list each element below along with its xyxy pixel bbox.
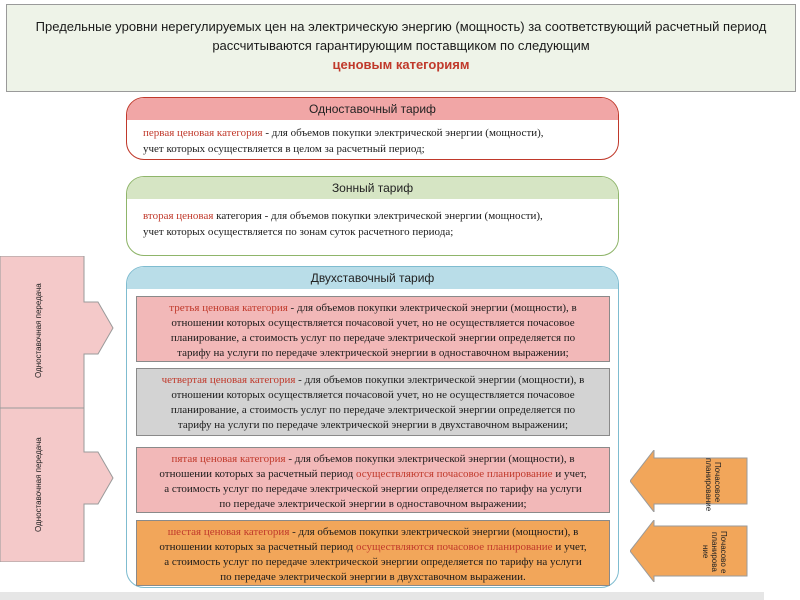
fifth-category-line-2 xyxy=(143,467,603,482)
fifth-category-label: пятая ценовая категория xyxy=(171,453,286,465)
sixth-category-box xyxy=(136,520,610,586)
left-arrow-top xyxy=(0,256,114,408)
third-category-line-1: - для объемов покупки электрической энергии (мощности), в xyxy=(287,302,577,314)
sixth-category-line-4: по передаче электрической энергии в двухставочном выражении. xyxy=(220,571,526,583)
zonal-tariff-box xyxy=(126,176,619,256)
fourth-category-line-2: отношении которых осуществляется почасовой учет, но не осуществляется почасовое xyxy=(171,389,575,401)
right-arrow-top xyxy=(630,450,748,512)
right-arrow-bottom-label: Почасово е планирова ние xyxy=(701,530,728,574)
single-rate-tariff-title: Одноставочный тариф xyxy=(127,98,618,120)
header-banner xyxy=(6,4,796,92)
single-rate-tariff-box xyxy=(126,97,619,160)
left-arrow-bottom xyxy=(0,408,114,562)
fifth-category-line-2c: и учет, xyxy=(552,468,587,480)
bottom-strip xyxy=(0,592,764,600)
header-line-3: ценовым категориям xyxy=(332,57,470,72)
header-line-2: рассчитываются гарантирующим поставщиком по следующим xyxy=(212,38,590,53)
sixth-category-hourly-planning: осуществляются почасовое планирование xyxy=(356,541,553,553)
fifth-category-line-3: а стоимость услуг по передаче электрической энергии определяется по тарифу на услуги xyxy=(164,483,582,495)
single-rate-tariff-description xyxy=(127,120,618,157)
third-category-line-2: отношении которых осуществляется почасовой учет, но не осуществляется почасовое xyxy=(171,317,575,329)
left-arrow-bottom-shape xyxy=(0,408,113,562)
left-arrow-bottom-label: Одноставочная передача xyxy=(34,437,43,533)
fourth-category-box xyxy=(136,368,610,436)
zonal-tariff-title: Зонный тариф xyxy=(127,177,618,199)
third-category-line-4: тарифу на услуги по передаче электрической энергии в одноставочном выражении; xyxy=(177,347,569,359)
left-arrow-top-label: Одноставочная передача xyxy=(34,283,43,379)
first-category-text-1: - для объемов покупки электрической энергии (мощности), xyxy=(262,127,544,139)
first-category-label: первая ценовая категория xyxy=(143,127,263,139)
sixth-category-line-2 xyxy=(143,540,603,555)
zonal-tariff-description xyxy=(127,199,618,240)
fourth-category-line-4: тарифу на услуги по передаче электрической энергии в двухставочном выражении; xyxy=(177,419,569,431)
sixth-category-line-2a: отношении которых за расчетный период xyxy=(159,541,357,553)
first-category-text-2: учет которых осуществляется в целом за расчетный период; xyxy=(143,143,425,155)
left-arrow-top-shape xyxy=(0,256,113,408)
right-arrow-top-shape xyxy=(630,450,747,512)
fifth-category-line-1: - для объемов покупки электрической энергии (мощности), в xyxy=(285,453,575,465)
third-category-label: третья ценовая категория xyxy=(169,302,288,314)
fourth-category-label: четвертая ценовая категория xyxy=(161,374,296,386)
fourth-category-line-3: планирование, а стоимость услуг по передаче электрической энергии определяется по xyxy=(170,404,576,416)
second-category-text-2: учет которых осуществляется по зонам суток расчетного периода; xyxy=(143,226,454,238)
fifth-category-line-4: по передаче электрической энергии в одноставочном выражении; xyxy=(219,498,527,510)
header-line-1: Предельные уровни нерегулируемых цен на электрическую энергию (мощность) за соответствующий расчетный период xyxy=(35,19,767,34)
fourth-category-line-1: - для объемов покупки электрической энергии (мощности), в xyxy=(295,374,585,386)
third-category-line-3: планирование, а стоимость услуг по передаче электрической энергии определяется по xyxy=(170,332,576,344)
two-rate-tariff-title: Двухставочный тариф xyxy=(127,267,618,289)
fifth-category-box xyxy=(136,447,610,513)
sixth-category-line-2c: и учет, xyxy=(552,541,587,553)
right-arrow-top-label: Почасовое планирование xyxy=(704,458,722,512)
second-category-label: вторая ценовая xyxy=(143,210,214,222)
third-category-box xyxy=(136,296,610,362)
sixth-category-label: шестая ценовая категория xyxy=(167,526,290,538)
fifth-category-line-2a: отношении которых за расчетный период xyxy=(159,468,357,480)
second-category-text-1: категория - для объемов покупки электрической энергии (мощности), xyxy=(213,210,543,222)
fifth-category-hourly-planning: осуществляются почасовое планирование xyxy=(356,468,553,480)
sixth-category-line-3: а стоимость услуг по передаче электрической энергии определяется по тарифу на услуги xyxy=(164,556,582,568)
sixth-category-line-1: - для объемов покупки электрической энергии (мощности), в xyxy=(289,526,579,538)
right-arrow-bottom xyxy=(630,520,748,582)
